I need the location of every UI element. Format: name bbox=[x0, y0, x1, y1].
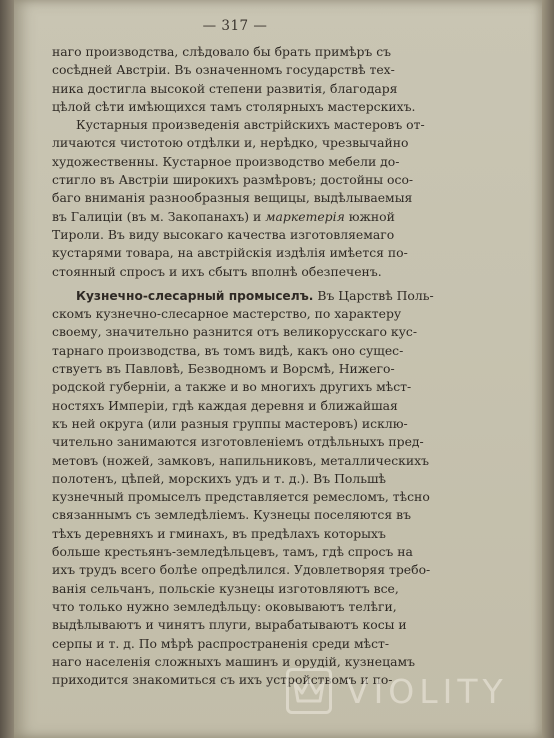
text-fragment: въ Галиціи (въ м. Закопанахъ) и bbox=[52, 208, 262, 224]
crown-icon bbox=[286, 668, 332, 714]
body-text bbox=[52, 43, 434, 689]
text-line: ихъ трудъ всего болѣе опредѣлился. Удовлетворяя требо- bbox=[52, 562, 431, 578]
text-line: стигло въ Австріи широкихъ размѣровъ; достойны осо- bbox=[52, 172, 414, 188]
text-line: художественны. Кустарное производство мебели до- bbox=[52, 153, 400, 169]
text-line: баго вниманія разнообразныя вещицы, выдѣлываемыя bbox=[52, 190, 413, 206]
paragraph-2 bbox=[52, 116, 425, 281]
text-line: приходится знакомиться съ ихъ устройствомъ и по- bbox=[52, 672, 393, 688]
text-line: полотенъ, цѣпей, морскихъ удъ и т. д.). Въ Польшѣ bbox=[52, 470, 386, 486]
text-line: связаннымъ съ земледѣліемъ. Кузнецы поселяются въ bbox=[52, 507, 411, 523]
text-line: тарнаго производства, въ томъ видѣ, какъ оно сущес- bbox=[52, 342, 404, 358]
text-line: сосѣдней Австріи. Въ означенномъ государствѣ тех- bbox=[52, 62, 395, 78]
text-line: скомъ кузнечно-слесарное мастерство, по характеру bbox=[52, 306, 402, 322]
text-line: наго населенія сложныхъ машинъ и орудій, кузнецамъ bbox=[52, 653, 415, 669]
text-line: родской губерніи, а также и во многихъ другихъ мѣст- bbox=[52, 379, 412, 395]
paragraph-1 bbox=[52, 43, 416, 116]
book-page bbox=[14, 0, 542, 738]
text-line: метовъ (ножей, замковъ, напильниковъ, металлическихъ bbox=[52, 452, 430, 468]
text-line-heading bbox=[52, 287, 434, 305]
text-line: Кустарныя произведенія австрійскихъ мастеровъ от- bbox=[76, 117, 425, 133]
text-line: чительно занимаются изготовленіемъ отдѣльныхъ пред- bbox=[52, 434, 424, 450]
text-line: кузнечный промыселъ представляется ремесломъ, тѣсно bbox=[52, 489, 430, 505]
text-line: ника достигла высокой степени развитія, благодаря bbox=[52, 80, 398, 96]
italic-term: маркетерія bbox=[265, 208, 345, 224]
text-line: серпы и т. д. По мѣрѣ распространенія среди мѣст- bbox=[52, 635, 390, 651]
text-line: больше крестьянъ-земледѣльцевъ, тамъ, гдѣ спросъ на bbox=[52, 544, 413, 560]
text-line: личаются чистотою отдѣлки и, нерѣдко, чрезвычайно bbox=[52, 135, 409, 151]
text-line: Тироли. Въ виду высокаго качества изготовляемаго bbox=[52, 226, 395, 242]
text-line: своему, значительно разнится отъ великорусскаго кус- bbox=[52, 324, 418, 340]
text-line: ванія сельчанъ, польскіе кузнецы изготовляютъ все, bbox=[52, 580, 399, 596]
text-line: кустарями товара, на австрійскія издѣлія имѣется по- bbox=[52, 245, 408, 261]
text-line: ностяхъ Имперіи, гдѣ каждая деревня и ближайшая bbox=[52, 397, 398, 413]
text-fragment: Въ Царствѣ Поль- bbox=[317, 287, 434, 303]
scan-background-right bbox=[540, 0, 554, 738]
text-fragment: южной bbox=[348, 208, 395, 224]
section-heading: Кузнечно-слесарный промыселъ. bbox=[76, 288, 314, 303]
watermark-text: VIOLITY bbox=[346, 671, 508, 711]
text-line: цѣлой сѣти имѣющихся тамъ столярныхъ мастерскихъ. bbox=[52, 98, 416, 114]
text-line: тѣхъ деревняхъ и гминахъ, въ предѣлахъ которыхъ bbox=[52, 525, 386, 541]
text-line: выдѣлываютъ и чинятъ плуги, вырабатываютъ косы и bbox=[52, 617, 407, 633]
paragraph-3 bbox=[52, 287, 434, 690]
text-line: къ ней округа (или разныя группы мастеровъ) исклю- bbox=[52, 415, 408, 431]
text-line: что только нужно земледѣльцу: оковываютъ телѣги, bbox=[52, 598, 397, 614]
text-line-mixed bbox=[52, 208, 395, 226]
text-line: наго производства, слѣдовало бы брать примѣръ съ bbox=[52, 44, 392, 59]
text-line: стоянный спросъ и ихъ сбытъ вполнѣ обезпеченъ. bbox=[52, 263, 382, 279]
violity-watermark bbox=[286, 667, 544, 715]
text-line: ствуетъ въ Павловѣ, Безводномъ и Ворсмѣ, Нижего- bbox=[52, 361, 395, 377]
page-number: — 317 — bbox=[202, 18, 268, 34]
